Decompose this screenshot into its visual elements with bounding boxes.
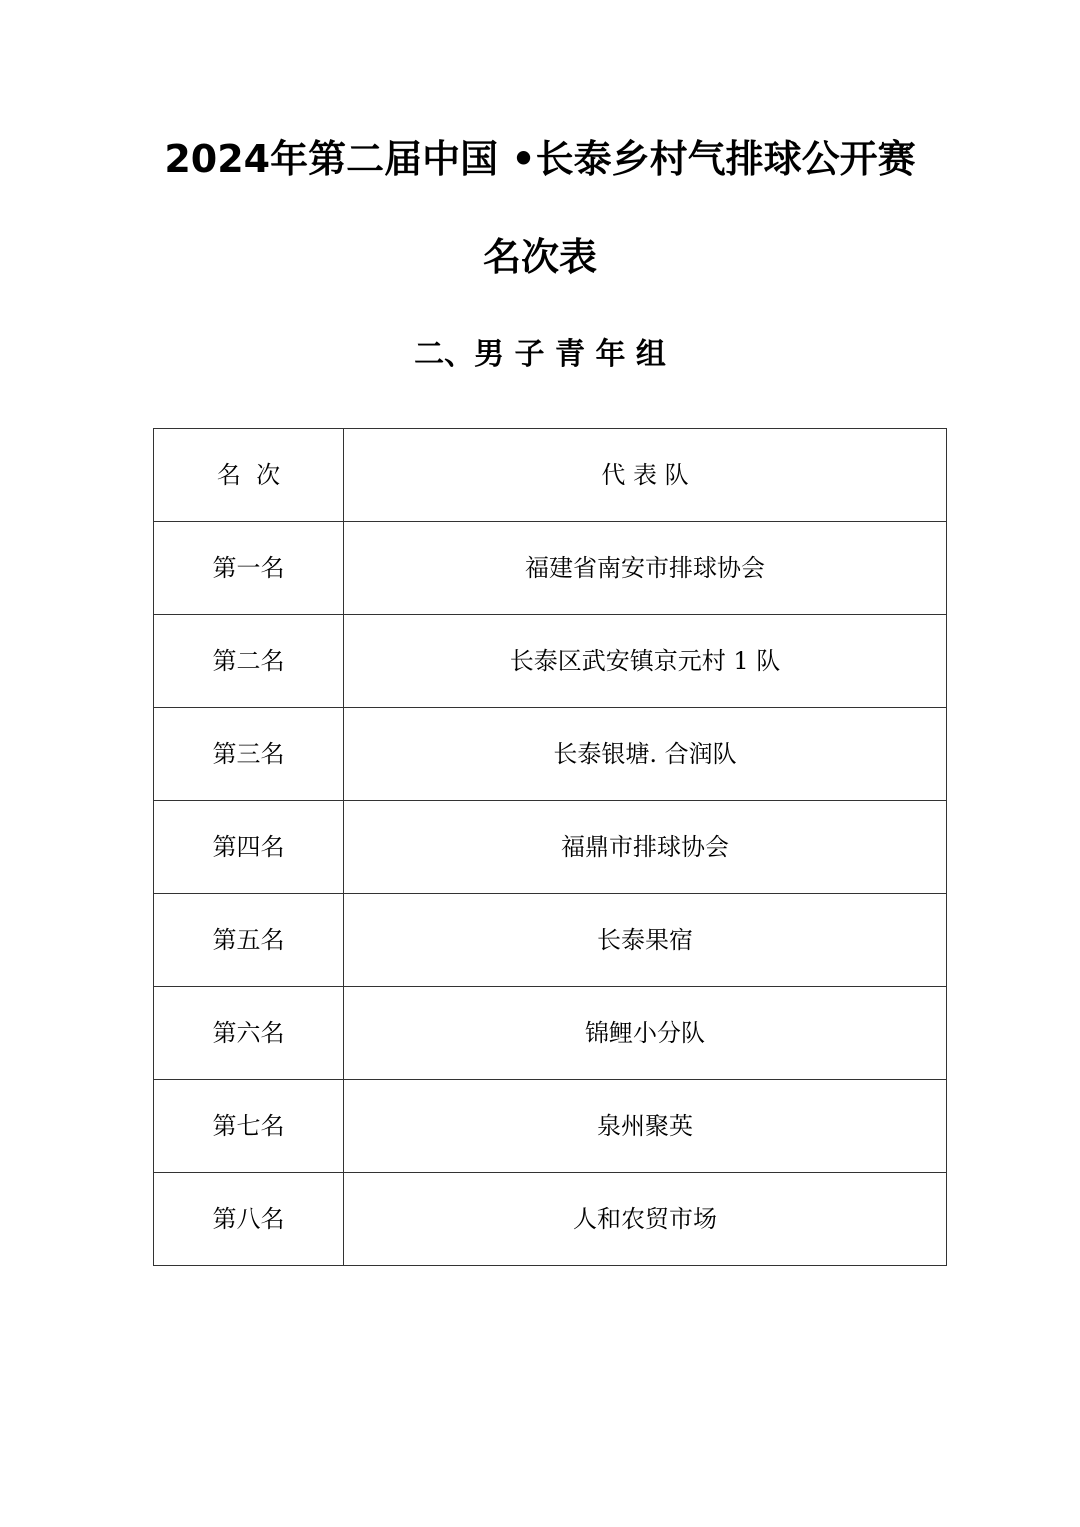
table-row <box>154 894 947 987</box>
table-row <box>154 1080 947 1173</box>
team-cell: 长泰果宿 <box>344 894 947 987</box>
rank-cell: 第四名 <box>154 801 344 894</box>
rank-cell: 第三名 <box>154 708 344 801</box>
rank-cell: 第二名 <box>154 615 344 708</box>
rank-cell: 第五名 <box>154 894 344 987</box>
team-cell: 长泰银塘. 合润队 <box>344 708 947 801</box>
team-cell: 锦鲤小分队 <box>344 987 947 1080</box>
team-cell: 人和农贸市场 <box>344 1173 947 1266</box>
document-title: 2024年第二届中国 •长泰乡村气排球公开赛 <box>164 137 916 181</box>
rank-cell: 第八名 <box>154 1173 344 1266</box>
table-header-row <box>154 429 947 522</box>
table-row <box>154 615 947 708</box>
table-row <box>154 801 947 894</box>
header-rank: 名 次 <box>154 429 344 522</box>
section-heading: 二、男 子 青 年 组 <box>414 337 666 372</box>
team-cell: 福建省南安市排球协会 <box>344 522 947 615</box>
rank-cell: 第七名 <box>154 1080 344 1173</box>
table-row <box>154 522 947 615</box>
rank-cell: 第一名 <box>154 522 344 615</box>
team-cell: 泉州聚英 <box>344 1080 947 1173</box>
table-row <box>154 708 947 801</box>
header-team: 代 表 队 <box>344 429 947 522</box>
rank-cell: 第六名 <box>154 987 344 1080</box>
ranking-table <box>153 428 947 1266</box>
table-row <box>154 987 947 1080</box>
team-cell: 福鼎市排球协会 <box>344 801 947 894</box>
team-cell: 长泰区武安镇京元村 1 队 <box>344 615 947 708</box>
document-subtitle: 名次表 <box>482 235 597 279</box>
table-row <box>154 1173 947 1266</box>
